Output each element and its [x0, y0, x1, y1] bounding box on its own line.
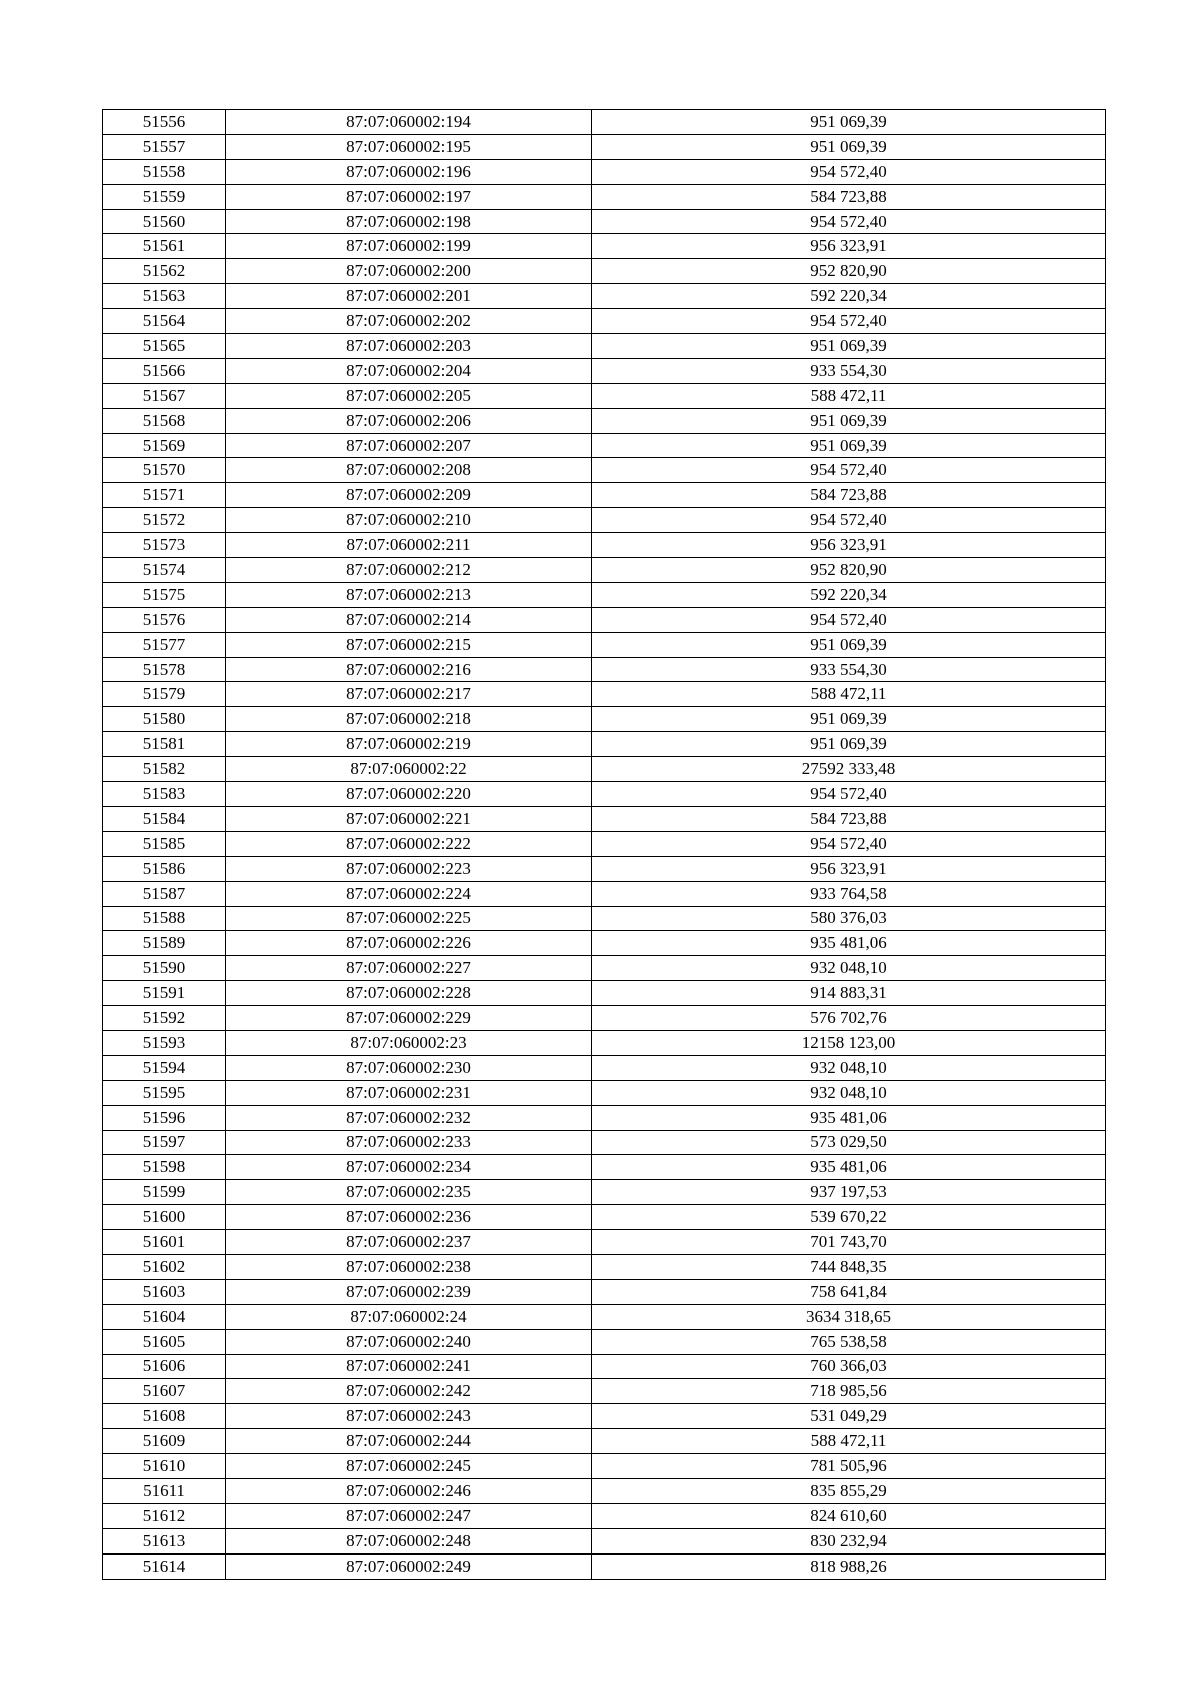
row-number-cell: 51576 — [103, 607, 226, 632]
table-row — [103, 707, 1106, 732]
row-number-cell: 51556 — [103, 110, 226, 135]
row-number-cell: 51587 — [103, 881, 226, 906]
table-row — [103, 284, 1106, 309]
row-number-cell: 51564 — [103, 309, 226, 334]
row-number-cell: 51605 — [103, 1329, 226, 1354]
cadastral-number-cell: 87:07:060002:225 — [226, 906, 592, 931]
cadastral-number-cell: 87:07:060002:197 — [226, 184, 592, 209]
cadastral-number-cell: 87:07:060002:194 — [226, 110, 592, 135]
table-row — [103, 1155, 1106, 1180]
cadastral-value-cell: 951 069,39 — [592, 110, 1106, 135]
table-row — [103, 533, 1106, 558]
row-number-cell: 51594 — [103, 1055, 226, 1080]
row-number-cell: 51603 — [103, 1279, 226, 1304]
cadastral-number-cell: 87:07:060002:228 — [226, 981, 592, 1006]
cadastral-value-cell: 954 572,40 — [592, 831, 1106, 856]
cadastral-value-cell: 954 572,40 — [592, 458, 1106, 483]
cadastral-number-cell: 87:07:060002:22 — [226, 757, 592, 782]
table-row — [103, 433, 1106, 458]
table-row — [103, 1478, 1106, 1503]
row-number-cell: 51590 — [103, 956, 226, 981]
row-number-cell: 51558 — [103, 159, 226, 184]
cadastral-number-cell: 87:07:060002:198 — [226, 209, 592, 234]
table-row — [103, 134, 1106, 159]
row-number-cell: 51601 — [103, 1230, 226, 1255]
row-number-cell: 51608 — [103, 1404, 226, 1429]
cadastral-number-cell: 87:07:060002:23 — [226, 1030, 592, 1055]
row-number-cell: 51598 — [103, 1155, 226, 1180]
cadastral-number-cell: 87:07:060002:218 — [226, 707, 592, 732]
cadastral-value-cell: 956 323,91 — [592, 856, 1106, 881]
table-row — [103, 1304, 1106, 1329]
row-number-cell: 51572 — [103, 508, 226, 533]
cadastral-number-cell: 87:07:060002:226 — [226, 931, 592, 956]
cadastral-value-cell: 12158 123,00 — [592, 1030, 1106, 1055]
row-number-cell: 51580 — [103, 707, 226, 732]
cadastral-number-cell: 87:07:060002:227 — [226, 956, 592, 981]
cadastral-value-cell: 954 572,40 — [592, 508, 1106, 533]
table-row — [103, 1503, 1106, 1528]
cadastral-value-cell: 951 069,39 — [592, 632, 1106, 657]
cadastral-value-cell: 933 554,30 — [592, 358, 1106, 383]
table-row — [103, 1130, 1106, 1155]
cadastral-number-cell: 87:07:060002:208 — [226, 458, 592, 483]
row-number-cell: 51586 — [103, 856, 226, 881]
table-row — [103, 1055, 1106, 1080]
table-row — [103, 309, 1106, 334]
cadastral-value-cell: 27592 333,48 — [592, 757, 1106, 782]
cadastral-number-cell: 87:07:060002:216 — [226, 657, 592, 682]
cadastral-number-cell: 87:07:060002:209 — [226, 483, 592, 508]
row-number-cell: 51577 — [103, 632, 226, 657]
row-number-cell: 51562 — [103, 259, 226, 284]
row-number-cell: 51613 — [103, 1528, 226, 1553]
table-row — [103, 732, 1106, 757]
row-number-cell: 51582 — [103, 757, 226, 782]
row-number-cell: 51610 — [103, 1454, 226, 1479]
cadastral-value-cell: 951 069,39 — [592, 134, 1106, 159]
row-number-cell: 51567 — [103, 383, 226, 408]
table-row — [103, 558, 1106, 583]
table-row — [103, 1354, 1106, 1379]
cadastral-number-cell: 87:07:060002:201 — [226, 284, 592, 309]
table-row — [103, 184, 1106, 209]
cadastral-value-cell: 758 641,84 — [592, 1279, 1106, 1304]
row-number-cell: 51607 — [103, 1379, 226, 1404]
cadastral-value-cell: 951 069,39 — [592, 408, 1106, 433]
row-number-cell: 51569 — [103, 433, 226, 458]
table-row — [103, 1528, 1106, 1553]
row-number-cell: 51566 — [103, 358, 226, 383]
table-row — [103, 682, 1106, 707]
table-row — [103, 856, 1106, 881]
table-row — [103, 956, 1106, 981]
table-row — [103, 1554, 1106, 1579]
cadastral-value-cell: 584 723,88 — [592, 483, 1106, 508]
cadastral-number-cell: 87:07:060002:222 — [226, 831, 592, 856]
cadastral-value-cell: 951 069,39 — [592, 732, 1106, 757]
table-row — [103, 1180, 1106, 1205]
table-row — [103, 657, 1106, 682]
cadastral-number-cell: 87:07:060002:242 — [226, 1379, 592, 1404]
row-number-cell: 51571 — [103, 483, 226, 508]
table-row — [103, 582, 1106, 607]
row-number-cell: 51604 — [103, 1304, 226, 1329]
cadastral-number-cell: 87:07:060002:203 — [226, 334, 592, 359]
table-row — [103, 1205, 1106, 1230]
table-row — [103, 1030, 1106, 1055]
cadastral-value-cell: 760 366,03 — [592, 1354, 1106, 1379]
cadastral-value-cell: 952 820,90 — [592, 558, 1106, 583]
table-row — [103, 159, 1106, 184]
row-number-cell: 51584 — [103, 806, 226, 831]
cadastral-value-cell: 781 505,96 — [592, 1454, 1106, 1479]
cadastral-number-cell: 87:07:060002:244 — [226, 1429, 592, 1454]
table-row — [103, 1080, 1106, 1105]
cadastral-value-cell: 935 481,06 — [592, 1155, 1106, 1180]
cadastral-value-cell: 588 472,11 — [592, 383, 1106, 408]
cadastral-number-cell: 87:07:060002:238 — [226, 1254, 592, 1279]
row-number-cell: 51596 — [103, 1105, 226, 1130]
row-number-cell: 51609 — [103, 1429, 226, 1454]
table-row — [103, 881, 1106, 906]
table-row — [103, 1429, 1106, 1454]
cadastral-value-cell: 830 232,94 — [592, 1528, 1106, 1553]
row-number-cell: 51570 — [103, 458, 226, 483]
cadastral-value-cell: 584 723,88 — [592, 184, 1106, 209]
cadastral-number-cell: 87:07:060002:195 — [226, 134, 592, 159]
table-row — [103, 831, 1106, 856]
row-number-cell: 51593 — [103, 1030, 226, 1055]
cadastral-number-cell: 87:07:060002:220 — [226, 782, 592, 807]
cadastral-number-cell: 87:07:060002:235 — [226, 1180, 592, 1205]
row-number-cell: 51573 — [103, 533, 226, 558]
cadastral-number-cell: 87:07:060002:205 — [226, 383, 592, 408]
table-row — [103, 1105, 1106, 1130]
cadastral-value-cell: 956 323,91 — [592, 234, 1106, 259]
table-row — [103, 981, 1106, 1006]
cadastral-value-cell: 933 554,30 — [592, 657, 1106, 682]
row-number-cell: 51588 — [103, 906, 226, 931]
table-row — [103, 757, 1106, 782]
row-number-cell: 51599 — [103, 1180, 226, 1205]
cadastral-value-cell: 592 220,34 — [592, 582, 1106, 607]
row-number-cell: 51611 — [103, 1478, 226, 1503]
row-number-cell: 51591 — [103, 981, 226, 1006]
table-row — [103, 209, 1106, 234]
cadastral-value-cell: 765 538,58 — [592, 1329, 1106, 1354]
cadastral-number-cell: 87:07:060002:249 — [226, 1554, 592, 1579]
cadastral-number-cell: 87:07:060002:213 — [226, 582, 592, 607]
cadastral-value-cell: 951 069,39 — [592, 707, 1106, 732]
row-number-cell: 51595 — [103, 1080, 226, 1105]
cadastral-value-cell: 935 481,06 — [592, 931, 1106, 956]
cadastral-number-cell: 87:07:060002:211 — [226, 533, 592, 558]
cadastral-number-cell: 87:07:060002:196 — [226, 159, 592, 184]
cadastral-value-cell: 954 572,40 — [592, 607, 1106, 632]
cadastral-number-cell: 87:07:060002:215 — [226, 632, 592, 657]
row-number-cell: 51565 — [103, 334, 226, 359]
table-row — [103, 1404, 1106, 1429]
cadastral-value-cell: 3634 318,65 — [592, 1304, 1106, 1329]
cadastral-number-cell: 87:07:060002:240 — [226, 1329, 592, 1354]
row-number-cell: 51583 — [103, 782, 226, 807]
cadastral-value-cell: 914 883,31 — [592, 981, 1106, 1006]
table-row — [103, 1230, 1106, 1255]
cadastral-value-cell: 539 670,22 — [592, 1205, 1106, 1230]
cadastral-number-cell: 87:07:060002:204 — [226, 358, 592, 383]
table-row — [103, 458, 1106, 483]
cadastral-value-cell: 592 220,34 — [592, 284, 1106, 309]
cadastral-number-cell: 87:07:060002:217 — [226, 682, 592, 707]
cadastral-value-cell: 818 988,26 — [592, 1554, 1106, 1579]
table-row — [103, 383, 1106, 408]
row-number-cell: 51578 — [103, 657, 226, 682]
cadastral-value-cell: 588 472,11 — [592, 1429, 1106, 1454]
row-number-cell: 51589 — [103, 931, 226, 956]
cadastral-value-cell: 952 820,90 — [592, 259, 1106, 284]
cadastral-value-cell: 932 048,10 — [592, 956, 1106, 981]
cadastral-number-cell: 87:07:060002:246 — [226, 1478, 592, 1503]
cadastral-number-cell: 87:07:060002:232 — [226, 1105, 592, 1130]
table-row — [103, 906, 1106, 931]
table-row — [103, 234, 1106, 259]
row-number-cell: 51560 — [103, 209, 226, 234]
table-row — [103, 259, 1106, 284]
row-number-cell: 51561 — [103, 234, 226, 259]
table-row — [103, 782, 1106, 807]
table-row — [103, 632, 1106, 657]
row-number-cell: 51614 — [103, 1554, 226, 1579]
cadastral-value-table — [102, 109, 1106, 1580]
row-number-cell: 51579 — [103, 682, 226, 707]
row-number-cell: 51585 — [103, 831, 226, 856]
table-row — [103, 334, 1106, 359]
row-number-cell: 51581 — [103, 732, 226, 757]
table-row — [103, 408, 1106, 433]
row-number-cell: 51606 — [103, 1354, 226, 1379]
cadastral-value-cell: 744 848,35 — [592, 1254, 1106, 1279]
cadastral-value-cell: 531 049,29 — [592, 1404, 1106, 1429]
cadastral-value-cell: 951 069,39 — [592, 433, 1106, 458]
cadastral-number-cell: 87:07:060002:237 — [226, 1230, 592, 1255]
table-row — [103, 1454, 1106, 1479]
row-number-cell: 51559 — [103, 184, 226, 209]
cadastral-number-cell: 87:07:060002:245 — [226, 1454, 592, 1479]
cadastral-number-cell: 87:07:060002:219 — [226, 732, 592, 757]
cadastral-number-cell: 87:07:060002:212 — [226, 558, 592, 583]
cadastral-value-cell: 954 572,40 — [592, 209, 1106, 234]
cadastral-value-cell: 835 855,29 — [592, 1478, 1106, 1503]
cadastral-number-cell: 87:07:060002:241 — [226, 1354, 592, 1379]
cadastral-number-cell: 87:07:060002:206 — [226, 408, 592, 433]
table-row — [103, 1254, 1106, 1279]
table-row — [103, 1006, 1106, 1031]
cadastral-number-cell: 87:07:060002:210 — [226, 508, 592, 533]
cadastral-value-cell: 824 610,60 — [592, 1503, 1106, 1528]
table-row — [103, 607, 1106, 632]
cadastral-number-cell: 87:07:060002:231 — [226, 1080, 592, 1105]
table-row — [103, 806, 1106, 831]
cadastral-value-cell: 954 572,40 — [592, 309, 1106, 334]
table-row — [103, 358, 1106, 383]
cadastral-value-cell: 932 048,10 — [592, 1055, 1106, 1080]
cadastral-value-cell: 933 764,58 — [592, 881, 1106, 906]
cadastral-number-cell: 87:07:060002:199 — [226, 234, 592, 259]
cadastral-number-cell: 87:07:060002:234 — [226, 1155, 592, 1180]
cadastral-value-cell: 576 702,76 — [592, 1006, 1106, 1031]
cadastral-number-cell: 87:07:060002:207 — [226, 433, 592, 458]
table-body — [103, 110, 1106, 1580]
row-number-cell: 51592 — [103, 1006, 226, 1031]
cadastral-number-cell: 87:07:060002:230 — [226, 1055, 592, 1080]
cadastral-value-cell: 937 197,53 — [592, 1180, 1106, 1205]
row-number-cell: 51597 — [103, 1130, 226, 1155]
cadastral-value-cell: 718 985,56 — [592, 1379, 1106, 1404]
cadastral-number-cell: 87:07:060002:214 — [226, 607, 592, 632]
table-row — [103, 508, 1106, 533]
table-row — [103, 483, 1106, 508]
cadastral-value-cell: 573 029,50 — [592, 1130, 1106, 1155]
row-number-cell: 51600 — [103, 1205, 226, 1230]
cadastral-number-cell: 87:07:060002:248 — [226, 1528, 592, 1553]
cadastral-number-cell: 87:07:060002:247 — [226, 1503, 592, 1528]
cadastral-value-cell: 701 743,70 — [592, 1230, 1106, 1255]
row-number-cell: 51574 — [103, 558, 226, 583]
row-number-cell: 51568 — [103, 408, 226, 433]
table-row — [103, 1279, 1106, 1304]
row-number-cell: 51575 — [103, 582, 226, 607]
cadastral-value-cell: 588 472,11 — [592, 682, 1106, 707]
cadastral-number-cell: 87:07:060002:239 — [226, 1279, 592, 1304]
cadastral-number-cell: 87:07:060002:24 — [226, 1304, 592, 1329]
cadastral-value-cell: 935 481,06 — [592, 1105, 1106, 1130]
cadastral-number-cell: 87:07:060002:233 — [226, 1130, 592, 1155]
table-row — [103, 1329, 1106, 1354]
cadastral-number-cell: 87:07:060002:243 — [226, 1404, 592, 1429]
cadastral-number-cell: 87:07:060002:223 — [226, 856, 592, 881]
row-number-cell: 51563 — [103, 284, 226, 309]
cadastral-number-cell: 87:07:060002:224 — [226, 881, 592, 906]
table-row — [103, 1379, 1106, 1404]
cadastral-number-cell: 87:07:060002:202 — [226, 309, 592, 334]
row-number-cell: 51557 — [103, 134, 226, 159]
cadastral-value-cell: 932 048,10 — [592, 1080, 1106, 1105]
table-row — [103, 110, 1106, 135]
cadastral-value-cell: 954 572,40 — [592, 782, 1106, 807]
cadastral-value-cell: 580 376,03 — [592, 906, 1106, 931]
cadastral-value-cell: 584 723,88 — [592, 806, 1106, 831]
cadastral-value-cell: 956 323,91 — [592, 533, 1106, 558]
cadastral-value-cell: 954 572,40 — [592, 159, 1106, 184]
row-number-cell: 51602 — [103, 1254, 226, 1279]
cadastral-number-cell: 87:07:060002:229 — [226, 1006, 592, 1031]
cadastral-number-cell: 87:07:060002:221 — [226, 806, 592, 831]
cadastral-number-cell: 87:07:060002:236 — [226, 1205, 592, 1230]
cadastral-value-cell: 951 069,39 — [592, 334, 1106, 359]
cadastral-number-cell: 87:07:060002:200 — [226, 259, 592, 284]
table-row — [103, 931, 1106, 956]
row-number-cell: 51612 — [103, 1503, 226, 1528]
